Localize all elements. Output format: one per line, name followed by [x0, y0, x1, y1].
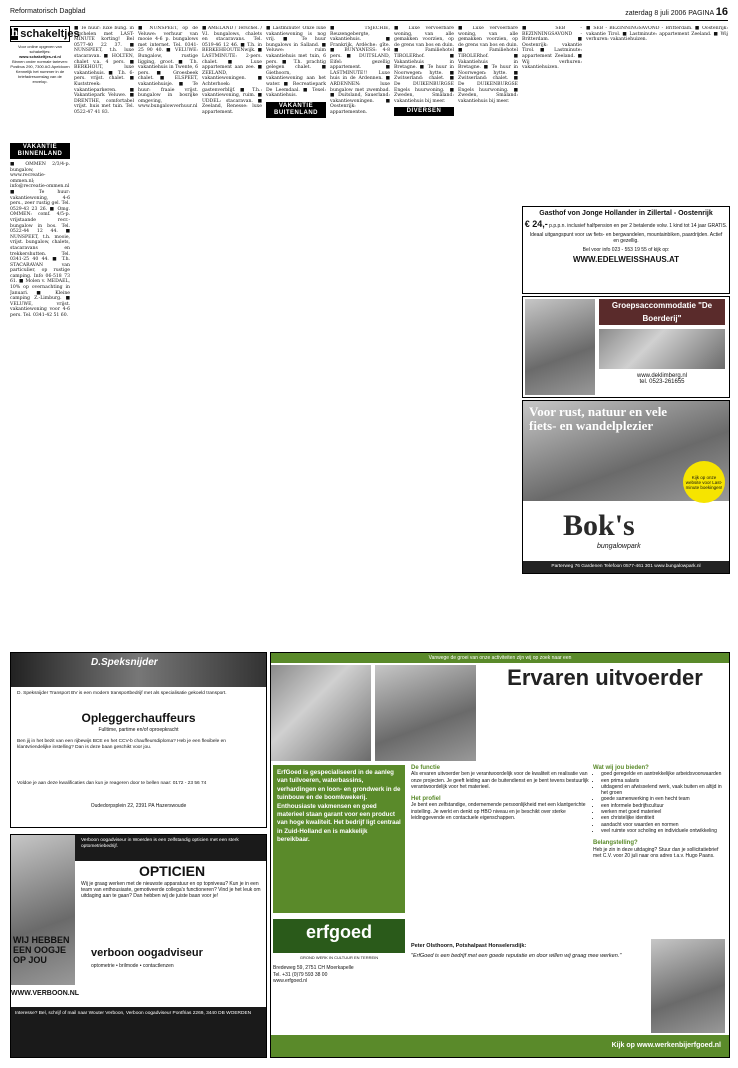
ad-title: Gasthof von Jonge Hollander in Zillertal - Oostenrijk — [539, 210, 713, 217]
ad-price-note: p.p.p.n. inclusief halfpension en per 2 betalende volw. 1 kind tot 14 jaar GRATIS. — [549, 223, 728, 229]
ad-headline: Ervaren uitvoerder — [507, 665, 703, 690]
section-title: Belangstelling? — [593, 840, 638, 847]
benefit-item: • goed geregelde en aantrekkelijke arbeidsvoorwaarden — [601, 771, 725, 777]
ad-benefits — [593, 765, 725, 859]
ad-price-line — [523, 219, 729, 229]
quote-text: "ErfGoed is een bedrijf met een goede reputatie en door willen wij graag mee werken." — [411, 953, 622, 959]
benefit-item: • veel ruimte voor scholing en individuele ontwikkeling — [601, 828, 725, 834]
ad-portrait-photo — [651, 939, 725, 1033]
page-number: 16 — [715, 6, 728, 18]
section-title: Wat wij jou bieden? — [593, 765, 649, 771]
ad-title: Groepsaccommodatie "De Boerderij" — [599, 299, 725, 325]
ad-title: OPTICIEN — [138, 863, 206, 879]
column-text: ■ TSJECHIË, Reuzengebergte, vakantiehuis. ■ Frankrijk, Ardèche: gîte. ■ BUNYANESS: 4-8 pers. ■ DUITSLAND, Eifel: gezellig appartement. ■ LASTMINUTE!! Luxe huis in de Ardennen. ■ ARDENNEN: luxe bungalow met zwembad. ■ Duitsland, Sauerland: vakantiewoningen. ■ Oostenrijk: appartementen. — [330, 26, 390, 115]
ad-phone: tel. 0523-261655 — [639, 379, 685, 385]
quote-author: Peter Olsthoorn, Potshalpast Honselersdijk: — [411, 943, 527, 949]
benefits-list — [593, 771, 725, 834]
column-text: ■ Lastminute! Onze luxe vakantiewoning is nog vrij. ■ Te huur bungalows in Salland. ■ Veluwe: ruim vakantiehuis met tuin, 6 pers. ■ T.h. prachtig gelegen chalet. ■ Giethoorn, vakantiewoning aan het water. ■ Recreatiepark De Leemdaal. ■ Texel: vakantiehuis. — [266, 26, 326, 99]
ad-jonge-hollander — [522, 206, 730, 294]
classified-column-4 — [202, 26, 262, 646]
ad-url[interactable]: WWW.VERBOON.NL — [11, 990, 80, 997]
ad-intro: D. Speksnijder Transport BV is een modern transportbedrijf met als specialisatie gekoeld transport. — [17, 691, 227, 696]
schakeltjes-title: schakeltjes — [20, 28, 80, 40]
ad-intro: Verboon oogadviseur in Woerden is een zelfstandig opticien met een sterk optometriebedrijf. — [81, 838, 239, 849]
column-text: ■ NUNSPEET, op de Veluwe: verhuur van mooie 4-6 p. bungalows met internet. Tel. 0341-25 90 40. ■ VELUWE: Bungalow, rustige ligging, groot. ■ T.h. vakantiehuis in Twente, 6 pers. ■ Groesbeek chalet. ■ ELSPEET, vakantiehuisje. ■ Te huur: fraaie vrijst. bungalow in bosrijke omgeving, www.bungalowverhuur.nl — [138, 26, 198, 110]
ad-speksnijder — [10, 652, 267, 828]
classified-column-9 — [522, 26, 582, 201]
ad-headline: Voor rust, natuur en vele fiets- en wandelplezier — [529, 404, 668, 433]
ad-green-box: ErfGoed is gespecialiseerd in de aanleg van tuilvoeren, waterbassins, verhardingen en loon- en grondwerk in de tuinbouw en de boomkwekerij. Enthousiaste vakmensen en goed materieel staan garant voor een product van hoge kwaliteit. Het bedrijf ligt centraal in Zuid-Holland en is makkelijk bereikbaar. — [273, 765, 405, 913]
ad-photo — [271, 665, 371, 761]
ad-contact — [599, 373, 725, 385]
logo-sub: GROND WERK IN CULTUUR EN TERREIN — [299, 955, 379, 960]
ad-slogan: WIJ HEBBEN EEN OOGJE OP JOU — [13, 935, 70, 965]
ad-vacancy: Opleggerchauffeurs — [81, 711, 196, 725]
ad-erfgoed — [270, 652, 730, 1058]
ad-brand-sub: bungalowpark — [597, 543, 641, 550]
page-info — [625, 6, 728, 18]
newspaper-name: Reformatorisch Dagblad — [10, 8, 86, 15]
ad-verboon — [10, 834, 267, 1058]
benefit-item: • werken met goed materieel — [601, 809, 725, 815]
ad-url[interactable]: www.erfgoed.nl — [273, 978, 308, 984]
info-line: www.schakeltjes-rd.nl — [19, 54, 61, 59]
ad-company: D.Speksnijder — [91, 657, 158, 668]
classified-column-3 — [138, 26, 198, 646]
ad-boks — [522, 400, 730, 574]
column-text: ■ Luxe vervoerbare woning, van alle gemakken voorzien, op de grens van bos en duin. ■ Familiehotel TIROLERhof. ■ Vakantiehuis in Bretagne. ■ Te huur in Noorwegen: hytte. ■ Zwitserland: chalet. ■ De DUIKENBURGSE Engels huurwoning. ■ Zweden, Småland: vakantiehuis bij meer. — [394, 26, 454, 104]
ad-phone: Tel. +31 (0)79 593 38 00 — [273, 971, 328, 978]
ad-footer: Interesse? Bel, schrijf of mail naar Wouter Verboon, Verboon oogadviseur Pontfrias 2269, 3440 DB WOERDEN — [11, 1007, 266, 1057]
classified-column-10 — [586, 26, 728, 201]
section-title: De functie — [411, 765, 441, 771]
column-text: ■ SEB - BEZINNINGSAVOND - Britterdam. ■ Oostenrijk: vakantie Tirol. ■ Lastminute: appartement Zeeland. ■ Wij verhuren: vakantiehuizen. — [586, 26, 728, 43]
section-header: VAKANTIE BUITENLAND — [266, 102, 326, 118]
ad-brand: verboon oogadviseur — [91, 947, 203, 959]
ad-badge: Kijk op onze website voor Last-minute boekingen! — [683, 461, 725, 503]
benefit-item: • uitdagend en afwisselend werk, vaak buiten en altijd in het groen — [601, 784, 725, 797]
logo-text: erfgoed — [305, 922, 372, 942]
benefit-item: • aandacht voor waarden en normen — [601, 822, 725, 828]
ad-tagline: optometrie • brilmode • contactlenzen — [91, 963, 174, 969]
classified-column-5 — [266, 26, 326, 646]
ad-price: € 24,- — [524, 219, 548, 229]
section-text: Je bent een zelfstandige, ondernemende persoonlijkheid met een klantgerichte instelling. Je werkt en denkt op HBO niveau en je beschikt over sterke leidinggevende en contactuele eigenschappen. — [411, 802, 586, 822]
benefit-item: • goede samenwerking in een hecht team — [601, 796, 725, 802]
schakeltjes-logo — [10, 26, 80, 136]
column-text: ■ Te huur: luxe bung. in Ugchelen met LAST-MINUTE korting! Bel 0577-40 22 37. ■ NUNSPEET, t.h. luxe stacaravan. ■ HOLTEN, chalet v.a. 4 pers. ■ BERKHOUT, luxe vakantiehuis. ■ T.h. 6-pers. vrijst. chalet. ■ Kuststreek: vakantieparkeren. ■ Vakantiepark Veluwe. ■ DRENTHE, comfortabel vrijst. huis met tuin. Tel. 0522-47 41 83. — [74, 26, 134, 115]
ad-contact — [273, 965, 405, 985]
classified-column-2 — [74, 26, 134, 646]
section-title: Het profiel — [411, 796, 441, 803]
ad-text: Ideaal uitgangspunt voor uw fiets- en bergwandelen, mountainbiken, paardrijden. Actief en gezellig. — [529, 232, 723, 244]
classified-column-8 — [458, 26, 518, 646]
ad-address: Oudedorpsplein 22, 2391 PA Hazerswoude — [90, 803, 187, 809]
section-text: Heb je zin in deze uitdaging? Stuur dan je sollicitatiebrief met C.V. voor 20 juli naar ons adres t.a.v. Hugo Paans. — [593, 846, 719, 859]
info-line: Postbus 290, 7300 AG Apeldoorn — [10, 64, 70, 69]
schakeltjes-h-icon: h — [11, 28, 19, 39]
info-line: Kennelijk het nummer in de briefadresomslag van de envelop. — [15, 69, 65, 84]
ad-contact: Bel voor info 023 - 553 19 55 of kijk op: — [582, 247, 670, 253]
column-text: ■ Luxe vervoerbare woning, van alle gemakken voorzien, op de grens van bos en duin. ■ Familiehotel TIROLERhof. ■ Vakantiehuis in Bretagne. ■ Te huur in Noorwegen: hytte. ■ Zwitserland: chalet. ■ De DUIKENBURGSE Engels huurwoning. ■ Zweden, Småland: vakantiehuis bij meer. — [458, 26, 518, 104]
schakeltjes-info — [10, 44, 70, 84]
ad-functie — [411, 765, 589, 821]
ad-address: Bredeweg 59, 2751 CH Moerkapelle — [273, 965, 354, 971]
benefit-item: • een prima salaris — [601, 778, 725, 784]
info-line: Binnen onder normale tarieven: — [12, 59, 68, 64]
ad-brand: Bok's — [563, 509, 635, 542]
erfgoed-logo — [273, 919, 405, 953]
ad-photo — [375, 665, 476, 761]
classified-column-6 — [330, 26, 390, 646]
ad-body: Ben jij in het bezit van een rijbewijs BCE en het CCV-b chauffeursdiploma? Heb je een flexibele en klantvriendelijke instelling? Dan is deze baan geschikt voor jou. — [17, 739, 226, 750]
ad-apply: Voldoe je aan deze kwalificaties dan kun je reageren door te bellen naar: 0172 - 23 56 74 — [17, 781, 207, 786]
classified-column-7 — [394, 26, 454, 646]
ad-footer: Parterweg 76 Gardenen Telefoon 0577-461 301 www.bungalowpark.nl — [523, 561, 729, 573]
ad-photo — [525, 299, 595, 395]
ad-body: Wij je graag werken met de nieuwste apparatuur en op topniveau? Kun je in een team van enthousiaste, gemotiveerde collega's functioneren? Vind je het leuk om uitdaging aan te gaan? Dan hebben wij de juiste baan voor je! — [81, 881, 261, 900]
page-date: zaterdag 8 juli 2006 — [625, 10, 687, 17]
ad-photo-building — [599, 329, 725, 369]
ad-groepsaccommodatie — [522, 296, 730, 398]
ad-vacancy-sub: Fulltime, partime en/of oproepkracht — [98, 727, 179, 733]
ad-photo-strip — [271, 665, 476, 761]
info-line: Voor online opgeven van schakeltjes: — [17, 44, 63, 54]
page-header — [10, 6, 728, 21]
ad-top-bar: Vanwege de groei van onze activiteiten zijn wij op zoek naar een — [271, 653, 729, 663]
column-text: ■ SEB - BEZINNINGSAVOND - Britterdam. ■ Oostenrijk: vakantie Tirol. ■ Lastminute: appartement Zeeland. ■ Wij verhuren: vakantiehuizen. — [522, 26, 582, 71]
classified-column-1 — [10, 140, 70, 645]
column-text: ■ AMELAND / Terschel. / V.l. bungalows, chalets en stacaravans. Tel. 0519-46 12 46. ■ T.h. in BERKEHEOUTENwijk. ■ LASTMINUTE: 2-pers. chalet. ■ Luxe appartement aan zee. ■ ZEELAND, vakantiewoningen. ■ Achterhoek: gastenverblijf. ■ T.h.: vakantiewoning, ruim. ■ UDDEL: stacaravan. ■ Zeeland, Renesse: luxe appartement. — [202, 26, 262, 115]
ad-footer[interactable]: Kijk op www.werkenbijerfgoed.nl — [271, 1035, 729, 1057]
benefit-item: • een christelijke identiteit — [601, 815, 725, 821]
ad-url[interactable]: WWW.EDELWEISSHAUS.AT — [572, 255, 680, 264]
section-header: VAKANTIE BINNENLAND — [10, 143, 70, 159]
page-label: PAGINA — [688, 10, 714, 17]
benefit-item: • een informele bedrijfscultuur — [601, 803, 725, 809]
section-text: Als ervaren uitvoerder ben je verantwoordelijk voor de kwaliteit en realisatie van onze projecten. Je geeft leiding aan de buitendienst en je bent tevens bestuurlijk verantwoordelijk voor het materieel. — [411, 771, 589, 790]
ad-url[interactable]: www.deklimberg.nl — [636, 373, 688, 379]
section-header: DIVERSEN — [394, 107, 454, 116]
column-text: ■ OMMEN 2/3/4-p. bungalow, www.recreatie-ommen.nl; info@recreatie-ommen.nl ■ Te huur: vakantiewoning, 4-6 pers., zeer rustig gel. Tel. 0529-43 23 26. ■ Omg. OMMEN: comf. 4/5-p. vrijstaande recr.-bungalow in bos. Tel. 0522-44 12 44. ■ NUNSPEET, t.h. mooie, vrijst. bungalow, chalets, stacaravans en trekkershutten. Tel. 0341-25 40 44. ■ T.h. STACARAVAN van particulier, op rustige camping. Info 06-518 73 61. ■ Molen v. MEDAEL, 10% op overnachting in Januari. ■ Kleine camping Z.-Limburg. ■ VELUWE, vrijst. vakantiewoning voor 4-6 pers. Tel. 0341-42 51 60. — [10, 162, 70, 319]
